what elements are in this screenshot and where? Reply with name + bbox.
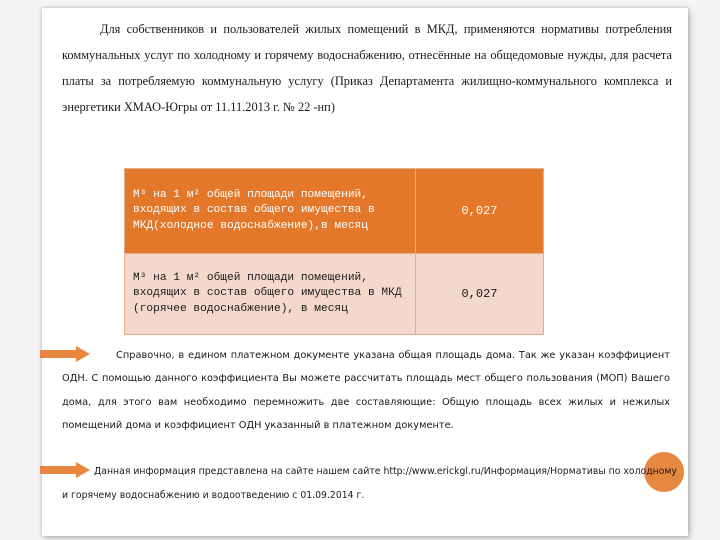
- intro-paragraph: Для собственников и пользователей жилых помещений в МКД, применяются нормативы потребления коммунальных услуг по холодному и горячему водоснабжению, отнесённые на общедомовые нужды, для расчета платы за потребляемую коммунальную услугу (Приказ Департамента жилищно-коммунального комплекса и энергетики ХМАО-Югры от 11.11.2013 г. № 22 -нп): [62, 22, 672, 114]
- table-row: [125, 254, 544, 335]
- norm-value: 0,027: [416, 169, 544, 254]
- norm-label: М³ на 1 м² общей площади помещений, входящих в состав общего имущества в МКД (горячее водоснабжение), в месяц: [125, 254, 416, 335]
- norms-table: [124, 168, 544, 335]
- norm-value: 0,027: [416, 254, 544, 335]
- info-paragraph: Данная информация представлена на сайте нашем сайте http://www.erickgl.ru/Информация/Нормативы по холодному и горячему водоснабжению и водоотведению с 01.09.2014 г.: [62, 466, 677, 501]
- norm-label: М³ на 1 м² общей площади помещений, входящих в состав общего имущества в МКД(холодное водоснабжение),в месяц: [125, 169, 416, 254]
- table-row: [125, 169, 544, 254]
- reference-paragraph: Справочно, в едином платежном документе указана общая площадь дома. Так же указан коэффициент ОДН. С помощью данного коэффициента Вы можете рассчитать площадь мест общего пользования (МОП) Вашего дома, для этого вам необходимо перемножить две составляющие: Общую площадь всех жилых и нежилых помещений дома и коэффициент ОДН указанный в платежном документе.: [62, 350, 670, 432]
